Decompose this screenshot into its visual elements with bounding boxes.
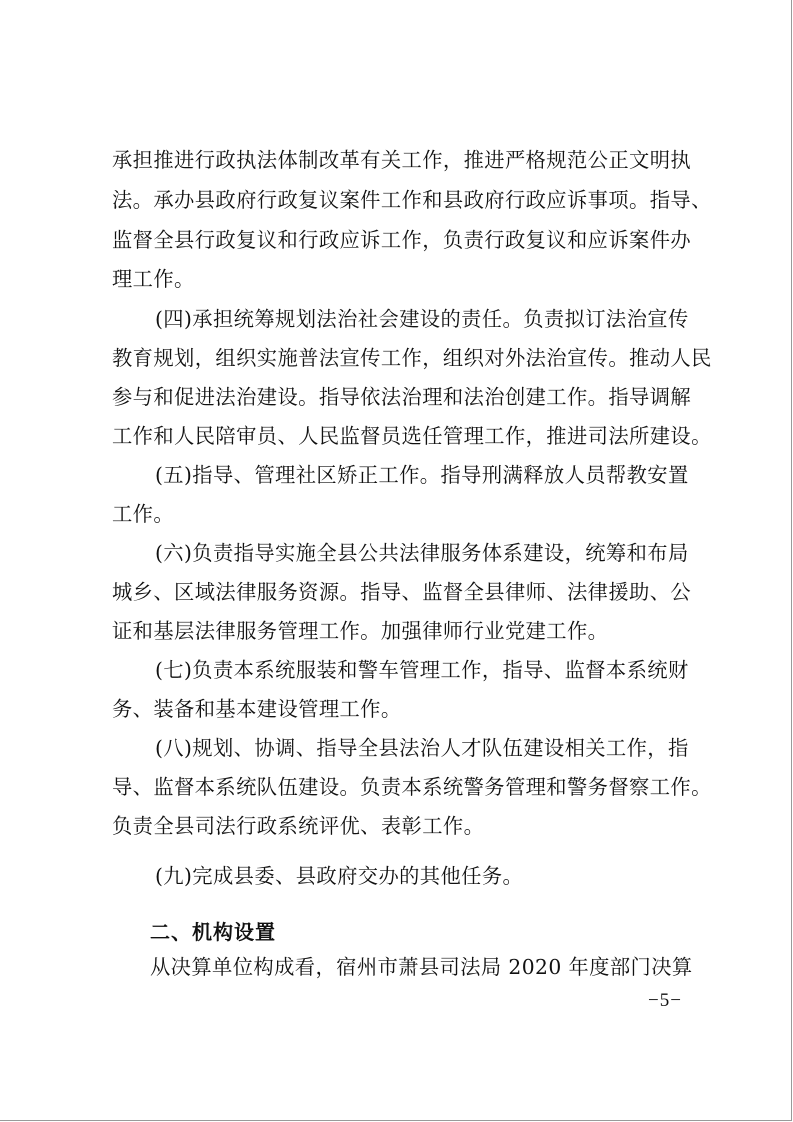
paragraph-line: (八)规划、协调、指导全县法治人才队伍建设相关工作，指 bbox=[155, 736, 689, 760]
paragraph-line: 证和基层法律服务管理工作。加强律师行业党建工作。 bbox=[112, 619, 609, 643]
paragraph-line: 负责全县司法行政系统评优、表彰工作。 bbox=[112, 814, 485, 838]
paragraph-line: 理工作。 bbox=[112, 267, 195, 291]
paragraph-line: 法。承办县政府行政复议案件工作和县政府行政应诉事项。指导、 bbox=[112, 188, 712, 212]
paragraph-line: 务、装备和基本建设管理工作。 bbox=[112, 697, 402, 721]
paragraph-line: 工作。 bbox=[112, 502, 175, 526]
paragraph-line: 教育规划，组织实施普法宣传工作，组织对外法治宣传。推动人民 bbox=[112, 346, 712, 370]
paragraph-line: (九)完成县委、县政府交办的其他任务。 bbox=[155, 864, 524, 888]
paragraph-line: (七)负责本系统服装和警车管理工作，指导、监督本系统财 bbox=[155, 658, 689, 682]
paragraph-line: 参与和促进法治建设。指导依法治理和法治创建工作。指导调解 bbox=[112, 385, 692, 409]
page-number: −5− bbox=[648, 990, 682, 1011]
paragraph-line: 从决算单位构成看，宿州市萧县司法局 2020 年度部门决算 bbox=[150, 955, 693, 979]
paragraph-line: (五)指导、管理社区矫正工作。指导刑满释放人员帮教安置 bbox=[155, 463, 689, 487]
paragraph-line: 工作和人民陪审员、人民监督员选任管理工作，推进司法所建设。 bbox=[112, 424, 712, 448]
paragraph-line: 城乡、区域法律服务资源。指导、监督全县律师、法律援助、公 bbox=[112, 580, 692, 604]
paragraph-line: 导、监督本系统队伍建设。负责本系统警务管理和警务督察工作。 bbox=[112, 775, 712, 799]
paragraph-line: 监督全县行政复议和行政应诉工作，负责行政复议和应诉案件办 bbox=[112, 228, 692, 252]
paragraph-line: (六)负责指导实施全县公共法律服务体系建设，统筹和布局 bbox=[155, 541, 689, 565]
paragraph-line: (四)承担统筹规划法治社会建设的责任。负责拟订法治宣传 bbox=[155, 307, 689, 331]
section-heading: 二、机构设置 bbox=[150, 920, 276, 944]
paragraph-line: 承担推进行政执法体制改革有关工作，推进严格规范公正文明执 bbox=[112, 148, 692, 172]
